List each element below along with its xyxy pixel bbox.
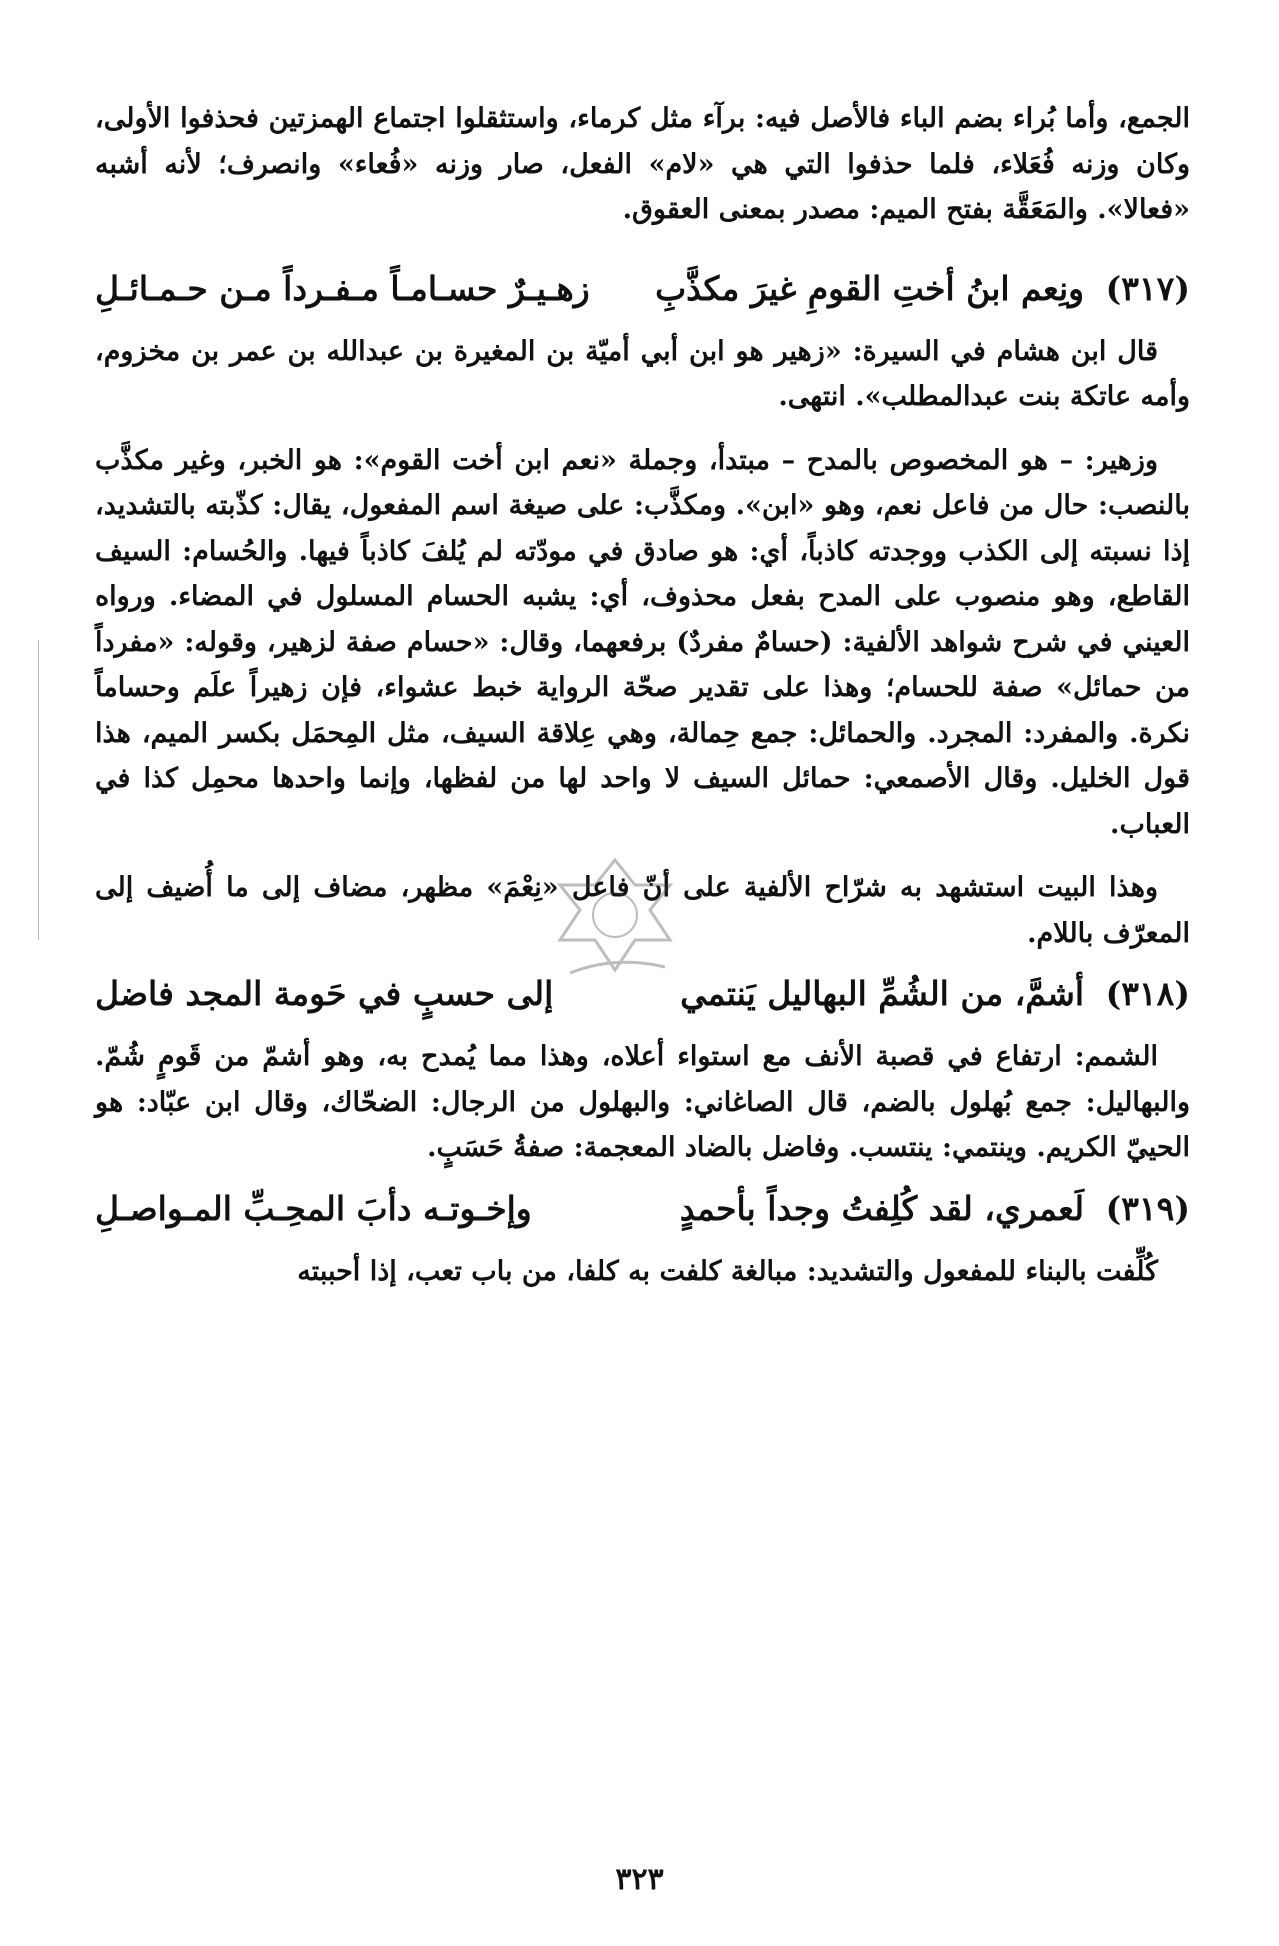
verse-second-hemistich: إلى حسبٍ في حَومة المجد فاضل [95,974,554,1013]
paragraph-top: الجمع، وأما بُراء بضم الباء فالأصل فيه: برآء مثل كرماء، واستثقلوا اجتماع الهمزتين فحذفوا الأولى، وكان وزنه فُعَلاء، فلما حذفوا التي هي «لام» الفعل، صار وزنه «فُعاء» وانصرف؛ لأنه أشبه «فعالا». والمَعَقَّة بفتح الميم: مصدر بمعنى العقوق. [95,103,1190,225]
verse-number: (٣١٩) [1105,1188,1190,1228]
verse-319 [95,1179,1190,1239]
verse-second-hemistich: وإخـوتـه دأبَ المحِـبِّ المـواصـلِ [95,1188,532,1228]
page-body [95,96,1190,1294]
verse-317 [95,259,1190,319]
margin-line [38,640,39,940]
library-seal-watermark [540,855,690,985]
page-number: ٣٢٣ [615,1862,664,1897]
paragraph-317a: قال ابن هشام في السيرة: «زهير هو ابن أبي أميّة بن المغيرة بن عبدالله بن عمر بن مخزوم، وأمه عاتكة بنت عبدالمطلب». انتهى. [95,335,1190,412]
paragraph-319: كُلِّفت بالبناء للمفعول والتشديد: مبالغة كلفت به كلفا، من باب تعب، إذا أحببته [297,1255,1158,1287]
verse-number: (٣١٨) [1105,974,1190,1013]
verse-first-hemistich: ونِعم ابنُ أختِ القومِ غيرَ مكذَّبِ [655,268,1085,308]
paragraph-317c: وهذا البيت استشهد به شرّاح الألفية على أنّ فاعل «نِعْمَ» مظهر، مضاف إلى ما أُضيف إلى المعرّف باللام. [95,872,1190,949]
paragraph-318: الشمم: ارتفاع في قصبة الأنف مع استواء أعلاه، وهذا مما يُمدح به، وهو أشمّ من قَومٍ شُمّ. والبهاليل: جمع بُهلول بالضم، قال الصاغاني: والبهلول من الرجال: الضحّاك، وقال ابن عبّاد: هو الحييّ الكريم. وينتمي: ينتسب. وفاضل بالضاد المعجمة: صفةُ حَسَبٍ. [95,1041,1190,1163]
verse-second-hemistich: زهـيـرٌ حسـامـاً مـفـرداً مـن حـمـائـلِ [95,268,590,308]
verse-first-hemistich: لَعمري، لقد كُلِفتُ وجداً بأحمدٍ [679,1188,1085,1228]
verse-first-hemistich: أشمَّ، من الشُمِّ البهاليل يَنتمي [680,974,1085,1013]
verse-number: (٣١٧) [1105,268,1190,308]
paragraph-317b: وزهير: – هو المخصوص بالمدح – مبتدأ، وجملة «نعم ابن أخت القوم»: هو الخبر، وغير مكذَّب بالنصب: حال من فاعل نعم، وهو «ابن». ومكذَّب: على صيغة اسم المفعول، يقال: كذّبته بالتشديد، إذا نسبته إلى الكذب ووجدته كاذباً، أي: هو صادق في مودّته لم يُلفَ كاذباً فيها. والحُسام: السيف القاطع، وهو منصوب على المدح بفعل محذوف، أي: يشبه الحسام المسلول في المضاء. ورواه العيني في شرح شواهد الألفية: (حسامٌ مفردٌ) برفعهما، وقال: «حسام صفة لزهير، وقوله: «مفرداً من حمائل» صفة للحسام؛ وهذا على تقدير صحّة الرواية خبط عشواء، فإن زهيراً علَم وحساماً نكرة. والمفرد: المجرد. والحمائل: جمع حِمالة، وهي عِلاقة السيف، مثل المِحمَل بكسر الميم، هذا قول الخليل. وقال الأصمعي: حمائل السيف لا واحد لها من لفظها، وإنما واحدها محمِل كذا في العباب. [95,444,1190,840]
